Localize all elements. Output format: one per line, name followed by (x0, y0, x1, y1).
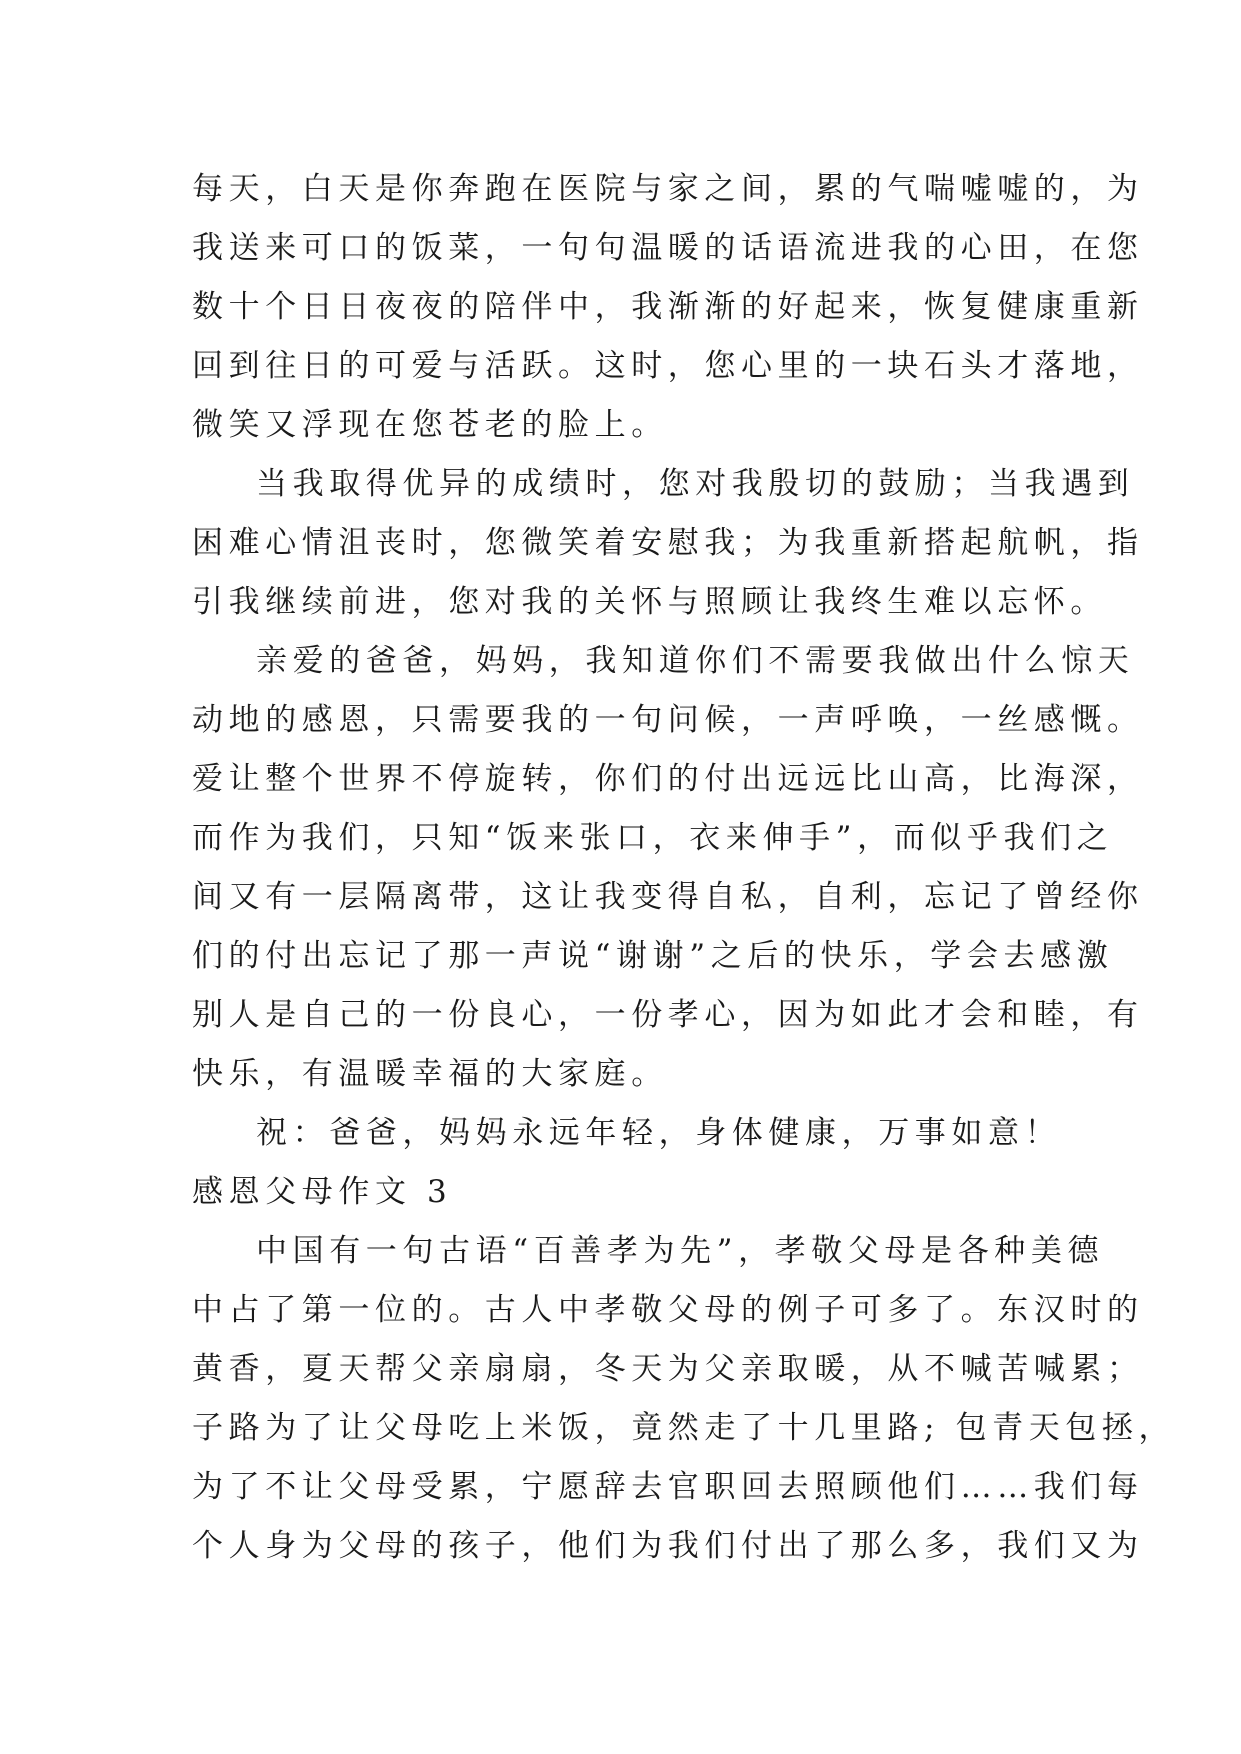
text-line: 每天，白天是你奔跑在医院与家之间，累的气喘嘘嘘的，为 (192, 171, 1144, 207)
text-line: 困难心情沮丧时，您微笑着安慰我；为我重新搭起航帆，指 (192, 525, 1144, 561)
section-heading: 感恩父母作文 3 (192, 1174, 453, 1210)
text-line: 黄香，夏天帮父亲扇扇，冬天为父亲取暖，从不喊苦喊累； (192, 1351, 1144, 1387)
text-line: 中占了第一位的。古人中孝敬父母的例子可多了。东汉时的 (192, 1292, 1144, 1328)
text-line: 数十个日日夜夜的陪伴中，我渐渐的好起来，恢复健康重新 (192, 289, 1144, 325)
text-line: 引我继续前进，您对我的关怀与照顾让我终生难以忘怀。 (192, 584, 1107, 620)
paragraph-first-line: 中国有一句古语“百善孝为先”，孝敬父母是各种美德 (256, 1233, 1105, 1269)
text-line: 别人是自己的一份良心，一份孝心，因为如此才会和睦，有 (192, 997, 1144, 1033)
text-line: 我送来可口的饭菜，一句句温暖的话语流进我的心田，在您 (192, 230, 1144, 266)
text-line: 个人身为父母的孩子，他们为我们付出了那么多，我们又为 (192, 1528, 1144, 1564)
text-line: 回到往日的可爱与活跃。这时，您心里的一块石头才落地， (192, 348, 1144, 384)
text-line: 动地的感恩，只需要我的一句问候，一声呼唤，一丝感慨。 (192, 702, 1144, 738)
text-line: 而作为我们，只知“饭来张口，衣来伸手”，而似乎我们之 (192, 820, 1114, 856)
paragraph-first-line: 亲爱的爸爸，妈妈，我知道你们不需要我做出什么惊天 (256, 643, 1135, 679)
body-text (192, 160, 1176, 1576)
text-line: 爱让整个世界不停旋转，你们的付出远远比山高，比海深， (192, 761, 1144, 797)
text-line: 间又有一层隔离带，这让我变得自私，自利，忘记了曾经你 (192, 879, 1144, 915)
text-line: 们的付出忘记了那一声说“谢谢”之后的快乐，学会去感激 (192, 938, 1114, 974)
paragraph-first-line: 当我取得优异的成绩时，您对我殷切的鼓励；当我遇到 (256, 466, 1135, 502)
text-line: 为了不让父母受累，宁愿辞去官职回去照顾他们……我们每 (192, 1469, 1144, 1505)
text-line: 快乐，有温暖幸福的大家庭。 (192, 1056, 668, 1092)
closing-wish: 祝：爸爸，妈妈永远年轻，身体健康，万事如意！ (256, 1115, 1062, 1151)
text-line: 子路为了让父母吃上米饭，竟然走了十几里路; 包青天包拯， (192, 1410, 1176, 1446)
text-line: 微笑又浮现在您苍老的脸上。 (192, 407, 668, 443)
